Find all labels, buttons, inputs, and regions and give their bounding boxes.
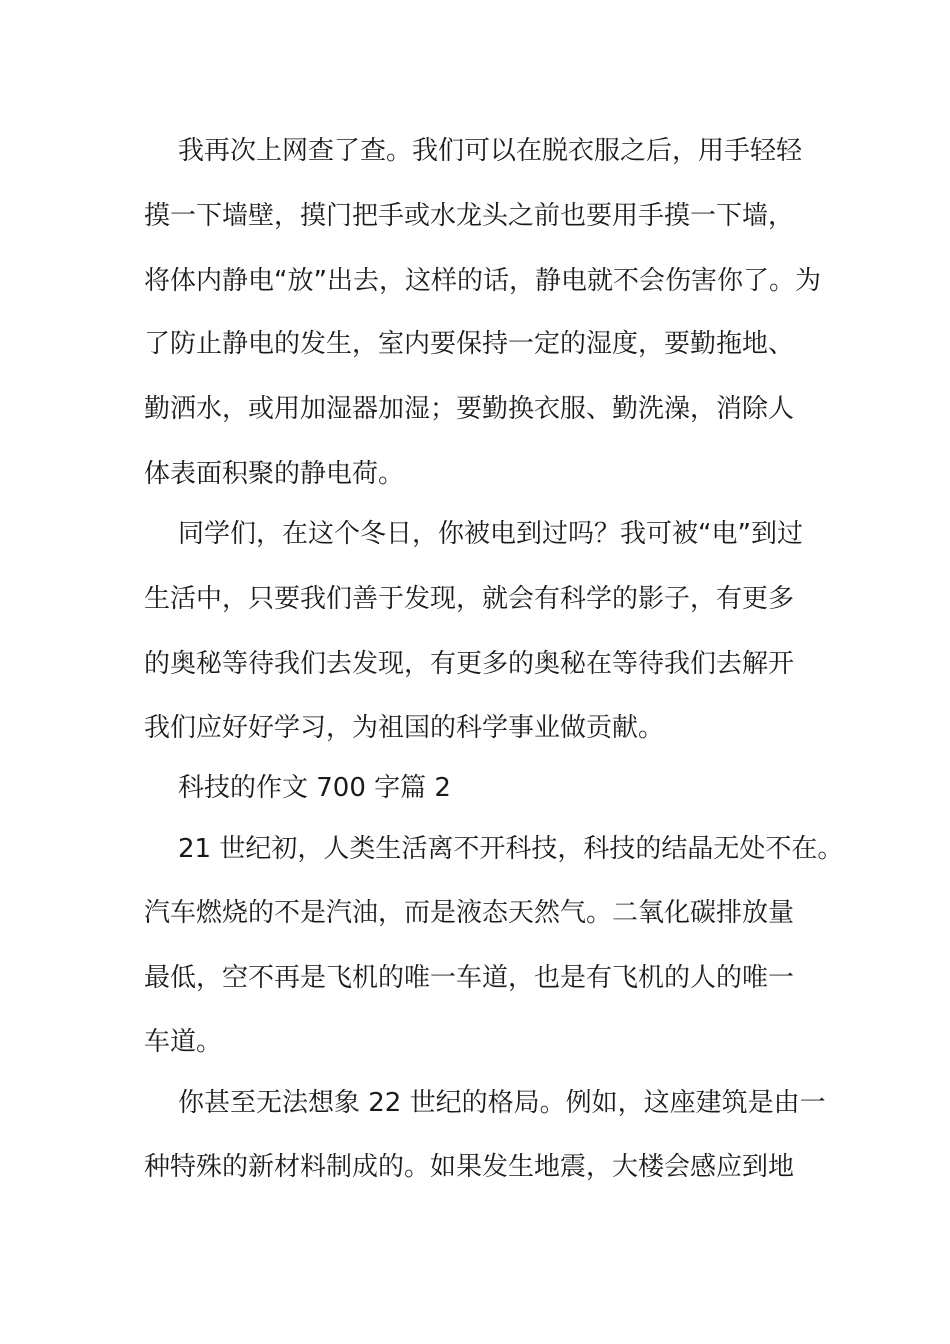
paragraph-line: 的奥秘等待我们去发现，有更多的奥秘在等待我们去解开 — [144, 649, 795, 679]
paragraph-line: 勤洒水，或用加湿器加湿；要勤换衣服、勤洗澡，消除人 — [144, 394, 795, 424]
paragraph-line: 生活中，只要我们善于发现，就会有科学的影子，有更多 — [144, 584, 795, 614]
paragraph-line: 车道。 — [144, 1027, 223, 1057]
paragraph-line: 你甚至无法想象 22 世纪的格局。例如，这座建筑是由一 — [178, 1088, 826, 1118]
paragraph-line: 21 世纪初，人类生活离不开科技，科技的结晶无处不在。 — [178, 834, 844, 864]
paragraph-line: 最低，空不再是飞机的唯一车道，也是有飞机的人的唯一 — [144, 963, 795, 993]
paragraph-line: 摸一下墙壁，摸门把手或水龙头之前也要用手摸一下墙， — [144, 201, 795, 231]
paragraph-line: 将体内静电“放”出去，这样的话，静电就不会伤害你了。为 — [144, 266, 821, 296]
section-heading: 科技的作文 700 字篇 2 — [178, 773, 451, 803]
paragraph-line: 种特殊的新材料制成的。如果发生地震，大楼会感应到地 — [144, 1152, 795, 1182]
paragraph-line: 汽车燃烧的不是汽油，而是液态天然气。二氧化碳排放量 — [144, 898, 795, 928]
paragraph-line: 了防止静电的发生，室内要保持一定的湿度，要勤拖地、 — [144, 329, 795, 359]
paragraph-line: 我再次上网查了查。我们可以在脱衣服之后，用手轻轻 — [178, 136, 803, 166]
paragraph-line: 同学们，在这个冬日，你被电到过吗？我可被“电”到过 — [178, 519, 803, 549]
paragraph-line: 我们应好好学习，为祖国的科学事业做贡献。 — [144, 713, 665, 743]
paragraph-line: 体表面积聚的静电荷。 — [144, 459, 405, 489]
